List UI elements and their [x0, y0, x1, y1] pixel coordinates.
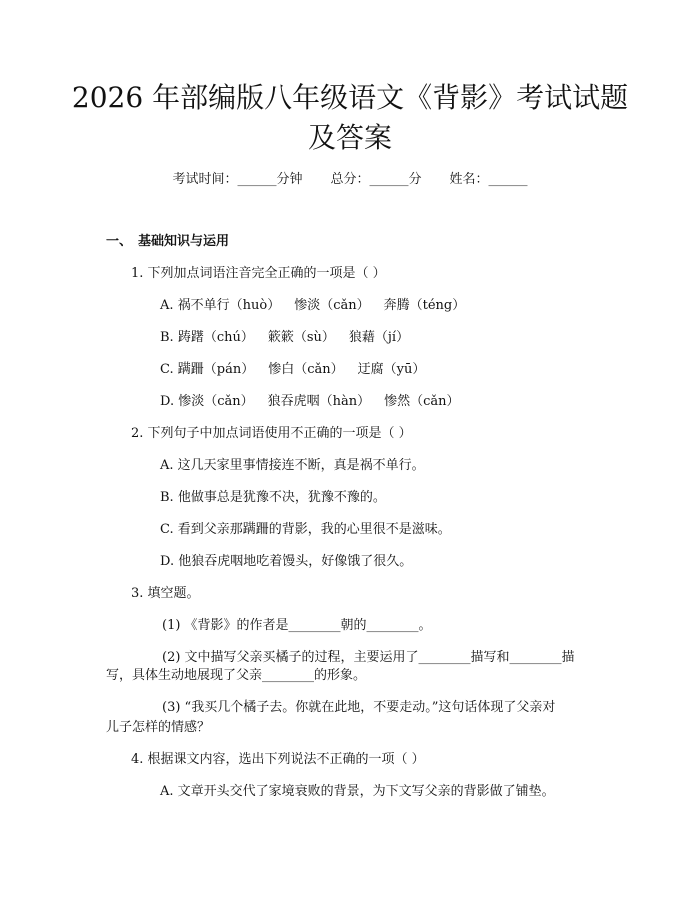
question-3-sub-3-line-2: 儿子怎样的情感？: [106, 720, 211, 735]
question-4-option-a: A. 文章开头交代了家境衰败的背景，为下文写父亲的背影做了铺垫。: [160, 784, 555, 799]
question-3-stem: 3. 填空题。: [131, 586, 200, 601]
option-b-word-3: 狼藉（jí）: [348, 330, 410, 345]
question-2-option-b: B. 他做事总是犹豫不决，犹豫不豫的。: [160, 490, 386, 505]
option-b-word-2: 簌簌（sù）: [267, 330, 335, 345]
question-3-sub-2-line-1: (2) 文中描写父亲买橘子的过程，主要运用了________描写和________描: [162, 650, 575, 665]
section-title: 基础知识与运用: [138, 234, 230, 249]
section-number: 一、: [106, 234, 133, 249]
question-1-option-d: [160, 390, 460, 409]
question-2-option-d: D. 他狼吞虎咽地吃着馒头，好像饿了很久。: [160, 554, 413, 569]
question-4-stem: 4. 根据课文内容，选出下列说法不正确的一项（ ）: [131, 752, 425, 767]
option-d-word-3: 惨然（cǎn）: [384, 394, 460, 409]
question-2-option-a: A. 这几天家里事情接连不断，真是祸不单行。: [160, 458, 425, 473]
question-1-option-c: [160, 358, 425, 377]
exam-time-field: 考试时间：______分钟: [172, 172, 303, 187]
option-a-word-2: 惨淡（cǎn）: [294, 298, 370, 313]
question-3-sub-2-line-2: 写，具体生动地展现了父亲________的形象。: [106, 668, 367, 683]
title-line-2: 及答案: [307, 121, 392, 154]
option-d-word-2: 狼吞虎咽（hàn）: [267, 394, 371, 409]
question-1-stem: 1. 下列加点词语注音完全正确的一项是（ ）: [131, 266, 386, 281]
exam-info-line: [0, 168, 700, 187]
option-c-word-2: 惨白（cǎn）: [268, 362, 344, 377]
total-score-field: 总分：______分: [330, 172, 422, 187]
option-a-word-1: A. 祸不单行（huò）: [160, 298, 281, 313]
student-name-field: 姓名：______: [449, 172, 528, 187]
question-1-option-b: [160, 326, 409, 345]
option-d-word-1: D. 惨淡（cǎn）: [160, 394, 254, 409]
option-c-word-1: C. 蹒跚（pán）: [160, 362, 255, 377]
question-1-option-a: [160, 294, 465, 313]
option-c-word-3: 迂腐（yū）: [357, 362, 426, 377]
question-3-sub-1: (1) 《背影》的作者是________朝的________。: [162, 618, 432, 633]
title-line-1: 2026 年部编版八年级语文《背影》考试试题: [71, 81, 629, 114]
option-a-word-3: 奔腾（téng）: [383, 298, 466, 313]
option-b-word-1: B. 踌躇（chú）: [160, 330, 254, 345]
question-2-option-c: C. 看到父亲那蹒跚的背影，我的心里很不是滋味。: [160, 522, 451, 537]
question-2-stem: 2. 下列句子中加点词语使用不正确的一项是（ ）: [131, 426, 412, 441]
document-title: [60, 78, 640, 158]
section-heading: [106, 230, 229, 249]
question-3-sub-3-line-1: (3) “我买几个橘子去。你就在此地，不要走动。”这句话体现了父亲对: [162, 700, 556, 715]
